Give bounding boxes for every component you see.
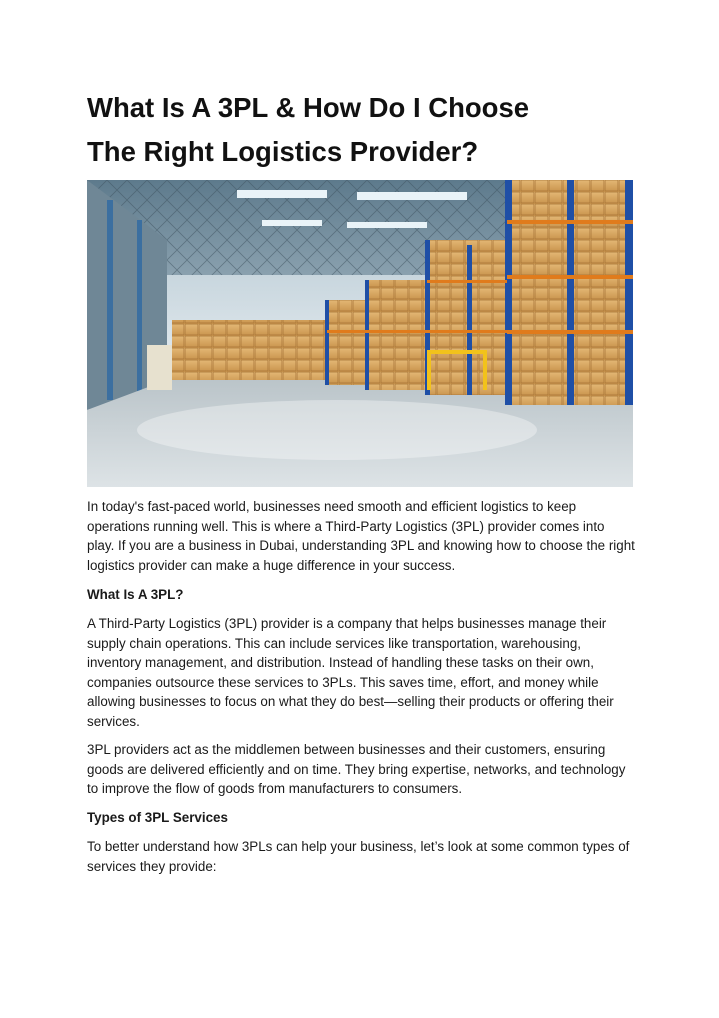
heading-types-of-3pl: Types of 3PL Services xyxy=(87,810,228,825)
intro-paragraph: In today's fast-paced world, businesses need smooth and efficient logistics to keep operations running well. This is where a Third-Party Logistics (3PL) provider comes into play. If you are a business in Dubai, understanding 3PL and knowing how to choose the right logistics provider can make a huge difference in your success. xyxy=(87,499,635,573)
title-line-1: What Is A 3PL & How Do I Choose xyxy=(87,92,530,123)
heading-what-is-3pl: What Is A 3PL? xyxy=(87,587,184,602)
title-line-2: The Right Logistics Provider? xyxy=(87,136,479,167)
page-title xyxy=(87,86,647,174)
paragraph-3pl-middlemen: 3PL providers act as the middlemen between businesses and their customers, ensuring goods are delivered efficiently and on time. They bring expertise, networks, and technology to improve the flow of goods from manufacturers to consumers. xyxy=(87,742,626,797)
paragraph-what-is-3pl: A Third-Party Logistics (3PL) provider is a company that helps businesses manage their supply chain operations. This can include services like transportation, warehousing, inventory management, and distribution. Instead of handling these tasks on their own, companies outsource these services to 3PLs. This saves time, effort, and money while allowing businesses to focus on what they do best—selling their products or offering their services. xyxy=(87,616,614,729)
warehouse-image xyxy=(87,180,633,487)
paragraph-types-of-3pl: To better understand how 3PLs can help your business, let’s look at some common types of services they provide: xyxy=(87,839,630,874)
